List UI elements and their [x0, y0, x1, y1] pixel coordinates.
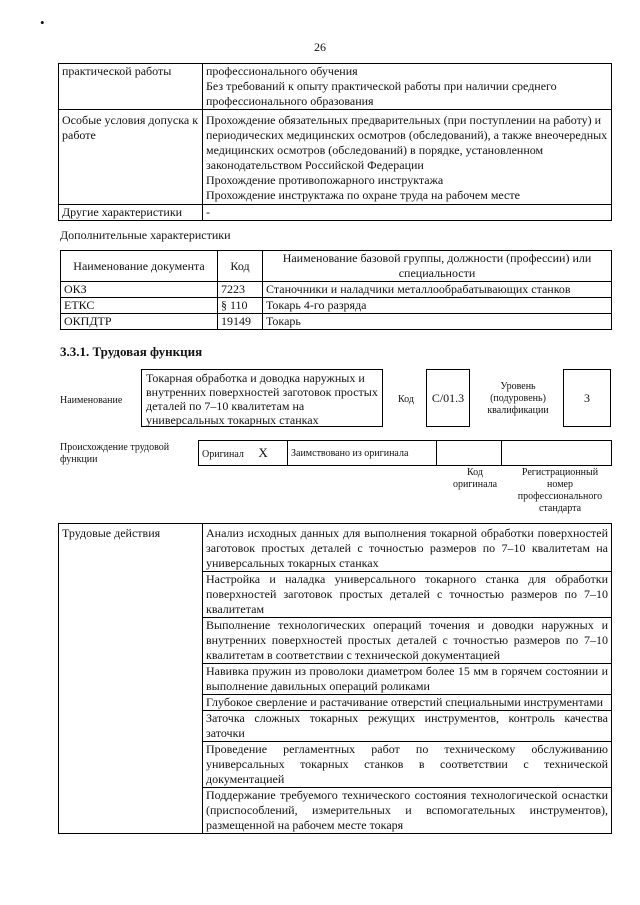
table-row: [61, 298, 612, 314]
row-label: Особые условия допуска к работе: [59, 110, 203, 205]
code-value: С/01.3: [431, 390, 465, 405]
original-mark: X: [258, 444, 268, 460]
action-item: Навивка пружин из проволоки диаметром более 15 мм в горячем состоянии и выполнение давильных операций роликами: [203, 664, 612, 695]
table-row: [59, 205, 612, 221]
table-header-row: [61, 251, 612, 282]
action-item: Выполнение технологических операций точения и доводки наружных и внутренних поверхностей простых деталей с точностью размеров по 7–10 квалитетам в соответствии с технической документацией: [203, 618, 612, 664]
level-value-box: [563, 369, 611, 427]
value-line: Прохождение обязательных предварительных (при поступлении на работу) и периодических медицинских осмотров (обследований), а также внеочередных медицинских осмотров (обследований) в порядке, установленном законодательством Российской Федерации: [206, 113, 608, 172]
value-line: Прохождение противопожарного инструктажа: [206, 173, 444, 187]
name-value-box: [141, 369, 383, 427]
table-cell: ОКЗ: [61, 282, 218, 298]
code-original-label: Код оригинала: [452, 467, 498, 490]
action-item: Настройка и наладка универсального токарного станка для обработки поверхностей заготовок простых деталей с точностью размеров по 7–10 квалитетам: [203, 572, 612, 618]
row-value: -: [203, 205, 612, 221]
function-heading: 3.3.1. Трудовая функция: [60, 344, 203, 359]
table-cell: Токарь 4-го разряда: [263, 298, 612, 314]
level-label: Уровень (подуровень) квалификации: [487, 381, 549, 416]
value-line: Прохождение инструктажа по охране труда на рабочем месте: [206, 188, 520, 202]
origin-table: [198, 440, 612, 466]
table-row: [59, 110, 612, 205]
name-label: Наименование: [60, 395, 123, 406]
action-item: Глубокое сверление и растачивание отверстий специальными инструментами: [203, 695, 612, 711]
page-number: 26: [314, 40, 326, 54]
table-cell: Токарь: [263, 314, 612, 330]
borrowed-label: Заимствовано из оригинала: [291, 447, 409, 459]
table-row: [59, 524, 612, 572]
table-cell: 19149: [218, 314, 263, 330]
table-row: [59, 64, 612, 110]
table-cell: Станочники и наладчики металлообрабатывающих станков: [263, 282, 612, 298]
reg-number-label: Регистрационный номер профессионального стандарта: [517, 467, 603, 514]
row-label: практической работы: [59, 64, 203, 110]
code-original-cell: [437, 441, 502, 466]
action-item: Проведение регламентных работ по техническому обслуживанию универсальных токарных станков в соответствии с технической документацией: [203, 742, 612, 788]
name-value: Токарная обработка и доводка наружных и внутренних поверхностей заготовок простых деталей по 7–10 квалитетам на универсальных токарных станках: [146, 371, 378, 427]
original-cell: [199, 441, 288, 466]
action-item: Анализ исходных данных для выполнения токарной обработки поверхностей заготовок простых деталей с точностью размеров по 7–10 квалитетам на универсальных токарных станках: [203, 524, 612, 572]
code-value-box: [426, 369, 470, 427]
reg-number-cell: [502, 441, 612, 466]
level-value: 3: [584, 390, 590, 405]
value-line: Без требований к опыту практической работы при наличии среднего профессионального образования: [206, 79, 557, 108]
borrowed-cell: [288, 441, 437, 466]
additional-heading: Дополнительные характеристики: [60, 228, 231, 242]
table-cell: ОКПДТР: [61, 314, 218, 330]
actions-label: Трудовые действия: [59, 524, 203, 834]
page-mark: •: [40, 15, 45, 30]
original-label: Оригинал: [202, 448, 244, 460]
row-value: [203, 110, 612, 205]
code-label: Код: [398, 394, 414, 405]
column-header: Наименование базовой группы, должности (профессии) или специальности: [263, 251, 612, 282]
table-row: [61, 282, 612, 298]
row-label: Другие характеристики: [59, 205, 203, 221]
top-table: [58, 63, 612, 221]
value-line: профессионального обучения: [206, 64, 358, 78]
column-header: Код: [218, 251, 263, 282]
additional-table: [60, 250, 612, 330]
action-item: Заточка сложных токарных режущих инструментов, контроль качества заточки: [203, 711, 612, 742]
table-row: [61, 314, 612, 330]
origin-label: Происхождение трудовой функции: [60, 442, 170, 465]
table-cell: ЕТКС: [61, 298, 218, 314]
table-row: [199, 441, 612, 466]
table-cell: § 110: [218, 298, 263, 314]
actions-table: [58, 523, 612, 834]
row-value: [203, 64, 612, 110]
table-cell: 7223: [218, 282, 263, 298]
column-header: Наименование документа: [61, 251, 218, 282]
action-item: Поддержание требуемого технического состояния технологической оснастки (приспособлений, измерительных и вспомогательных инструментов), размещенной на рабочем месте токаря: [203, 788, 612, 834]
